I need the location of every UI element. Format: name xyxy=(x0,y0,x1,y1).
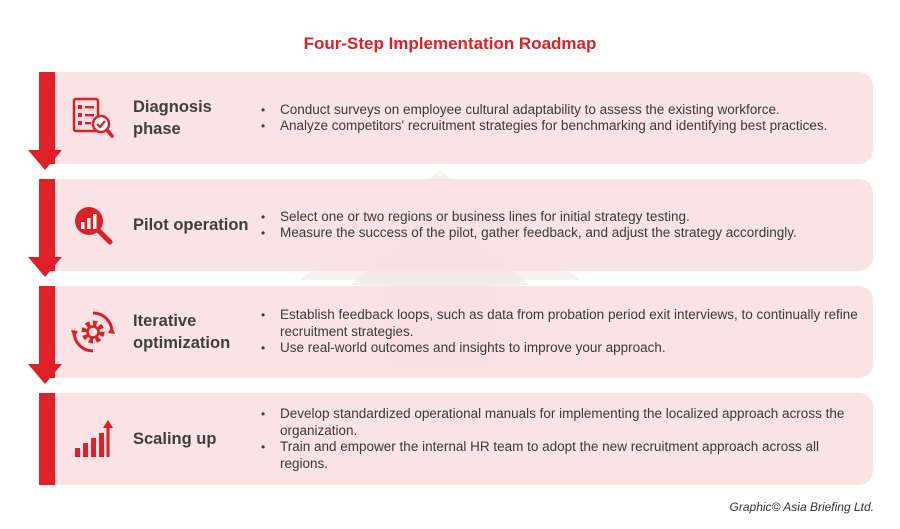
credit-text: Graphic© Asia Briefing Ltd. xyxy=(729,500,874,514)
step-title: Iterative optimization xyxy=(133,311,231,352)
growth-bars-icon xyxy=(71,417,115,461)
step-title: Pilot operation xyxy=(133,215,249,234)
checklist-magnifier-icon xyxy=(71,96,115,140)
bullet-item: • Establish feedback loops, such as data from probation period exit interviews, to continually refine recruitment strategies. xyxy=(261,307,861,340)
flow-arrow-down-icon xyxy=(28,286,62,384)
step-title: Scaling up xyxy=(133,429,217,448)
bullet-item: • Measure the success of the pilot, gather feedback, and adjust the strategy accordingly. xyxy=(261,225,861,242)
step-card-pilot xyxy=(49,179,873,271)
bullet-item: • Select one or two regions or business lines for initial strategy testing. xyxy=(261,209,861,226)
bullet-item: • Develop standardized operational manuals for implementing the localized approach across the organization. xyxy=(261,406,861,439)
step-bullets xyxy=(261,393,861,485)
flow-arrow-down-icon xyxy=(28,72,62,170)
page-title: Four-Step Implementation Roadmap xyxy=(303,34,597,53)
bullet-item: • Use real-world outcomes and insights to improve your approach. xyxy=(261,340,861,357)
chart-magnifier-icon xyxy=(71,203,115,247)
step-card-iterative xyxy=(49,286,873,378)
bullet-item: • Train and empower the internal HR team to adopt the new recruitment approach across all regions. xyxy=(261,439,861,472)
step-bullets xyxy=(261,72,861,164)
step-bullets xyxy=(261,179,861,271)
step-card-diagnosis xyxy=(49,72,873,164)
flow-arrow-down-icon xyxy=(28,179,62,277)
bullet-item: • Conduct surveys on employee cultural adaptability to assess the existing workforce. xyxy=(261,102,861,119)
bullet-item: • Analyze competitors' recruitment strategies for benchmarking and identifying best practices. xyxy=(261,118,861,135)
gear-cycle-icon xyxy=(71,310,115,354)
step-card-scaling xyxy=(49,393,873,485)
step-title: Diagnosis phase xyxy=(133,97,212,138)
step-bullets xyxy=(261,286,861,378)
flow-bar-end xyxy=(28,393,62,485)
